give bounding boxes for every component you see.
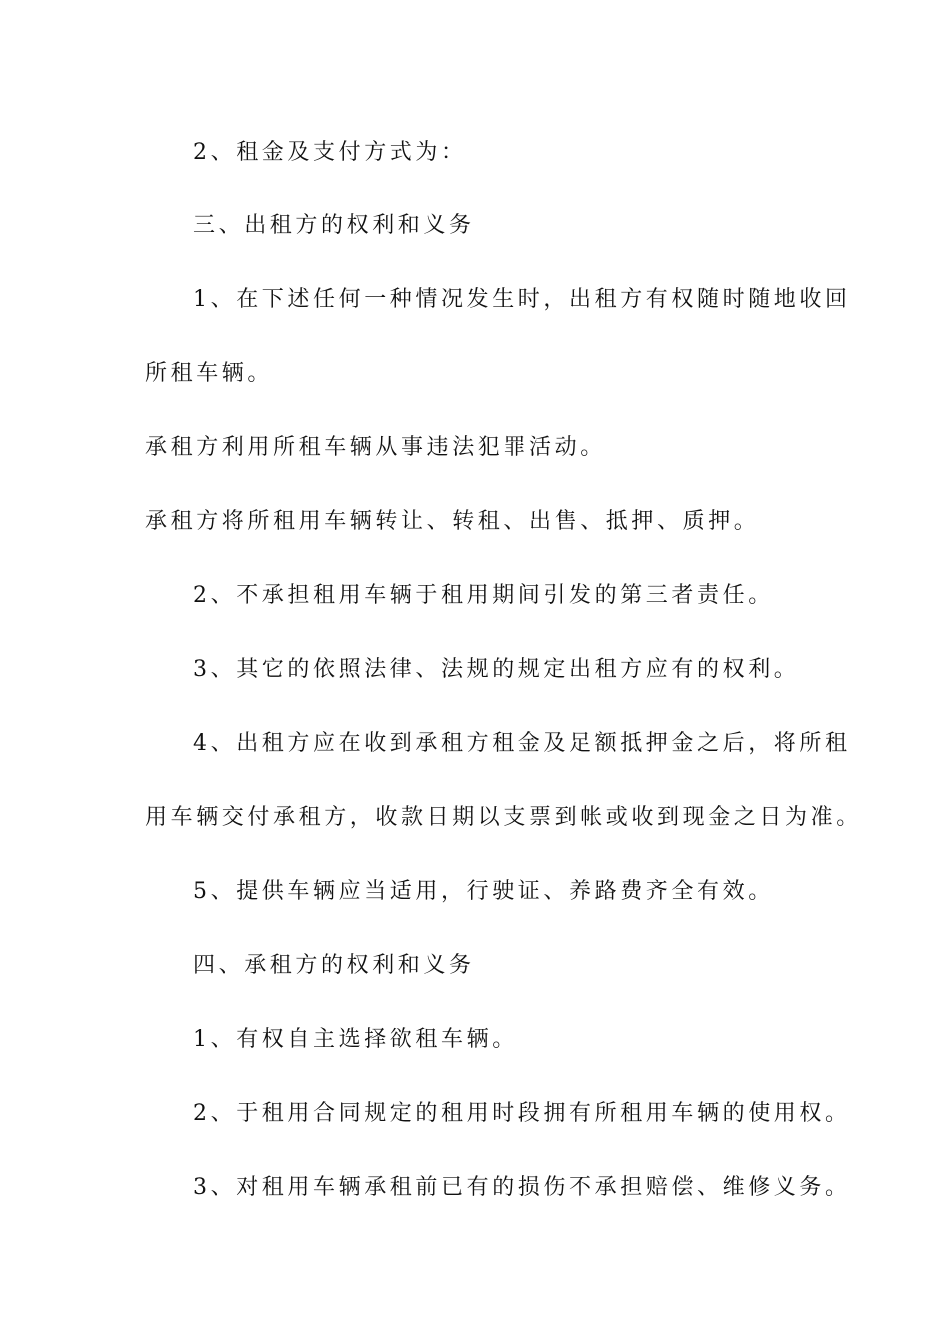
- paragraph-lessor-right-2: 2、不承担租用车辆于租用期间引发的第三者责任。: [193, 583, 774, 608]
- paragraph-transfer: 承租方将所租用车辆转让、转租、出售、抵押、质押。: [145, 509, 760, 534]
- paragraph-lessor-right-4-cont: 用车辆交付承租方，收款日期以支票到帐或收到现金之日为准。: [145, 805, 862, 830]
- paragraph-lessor-right-1: 1、在下述任何一种情况发生时，出租方有权随时随地收回: [193, 287, 851, 312]
- paragraph-illegal-use: 承租方利用所租车辆从事违法犯罪活动。: [145, 435, 606, 460]
- paragraph-rent-payment: 2、租金及支付方式为：: [193, 140, 467, 165]
- paragraph-lessor-right-1-cont: 所租车辆。: [145, 361, 274, 386]
- heading-lessor-rights: 三、出租方的权利和义务: [193, 213, 475, 238]
- paragraph-lessee-right-3: 3、对租用车辆承租前已有的损伤不承担赔偿、维修义务。: [193, 1175, 851, 1200]
- paragraph-lessee-right-1: 1、有权自主选择欲租车辆。: [193, 1027, 518, 1052]
- paragraph-lessee-right-2: 2、于租用合同规定的租用时段拥有所租用车辆的使用权。: [193, 1101, 851, 1126]
- paragraph-lessor-right-4: 4、出租方应在收到承租方租金及足额抵押金之后，将所租: [193, 731, 851, 756]
- paragraph-lessor-right-5: 5、提供车辆应当适用，行驶证、养路费齐全有效。: [193, 879, 774, 904]
- heading-lessee-rights: 四、承租方的权利和义务: [193, 953, 475, 978]
- paragraph-lessor-right-3: 3、其它的依照法律、法规的规定出租方应有的权利。: [193, 657, 800, 682]
